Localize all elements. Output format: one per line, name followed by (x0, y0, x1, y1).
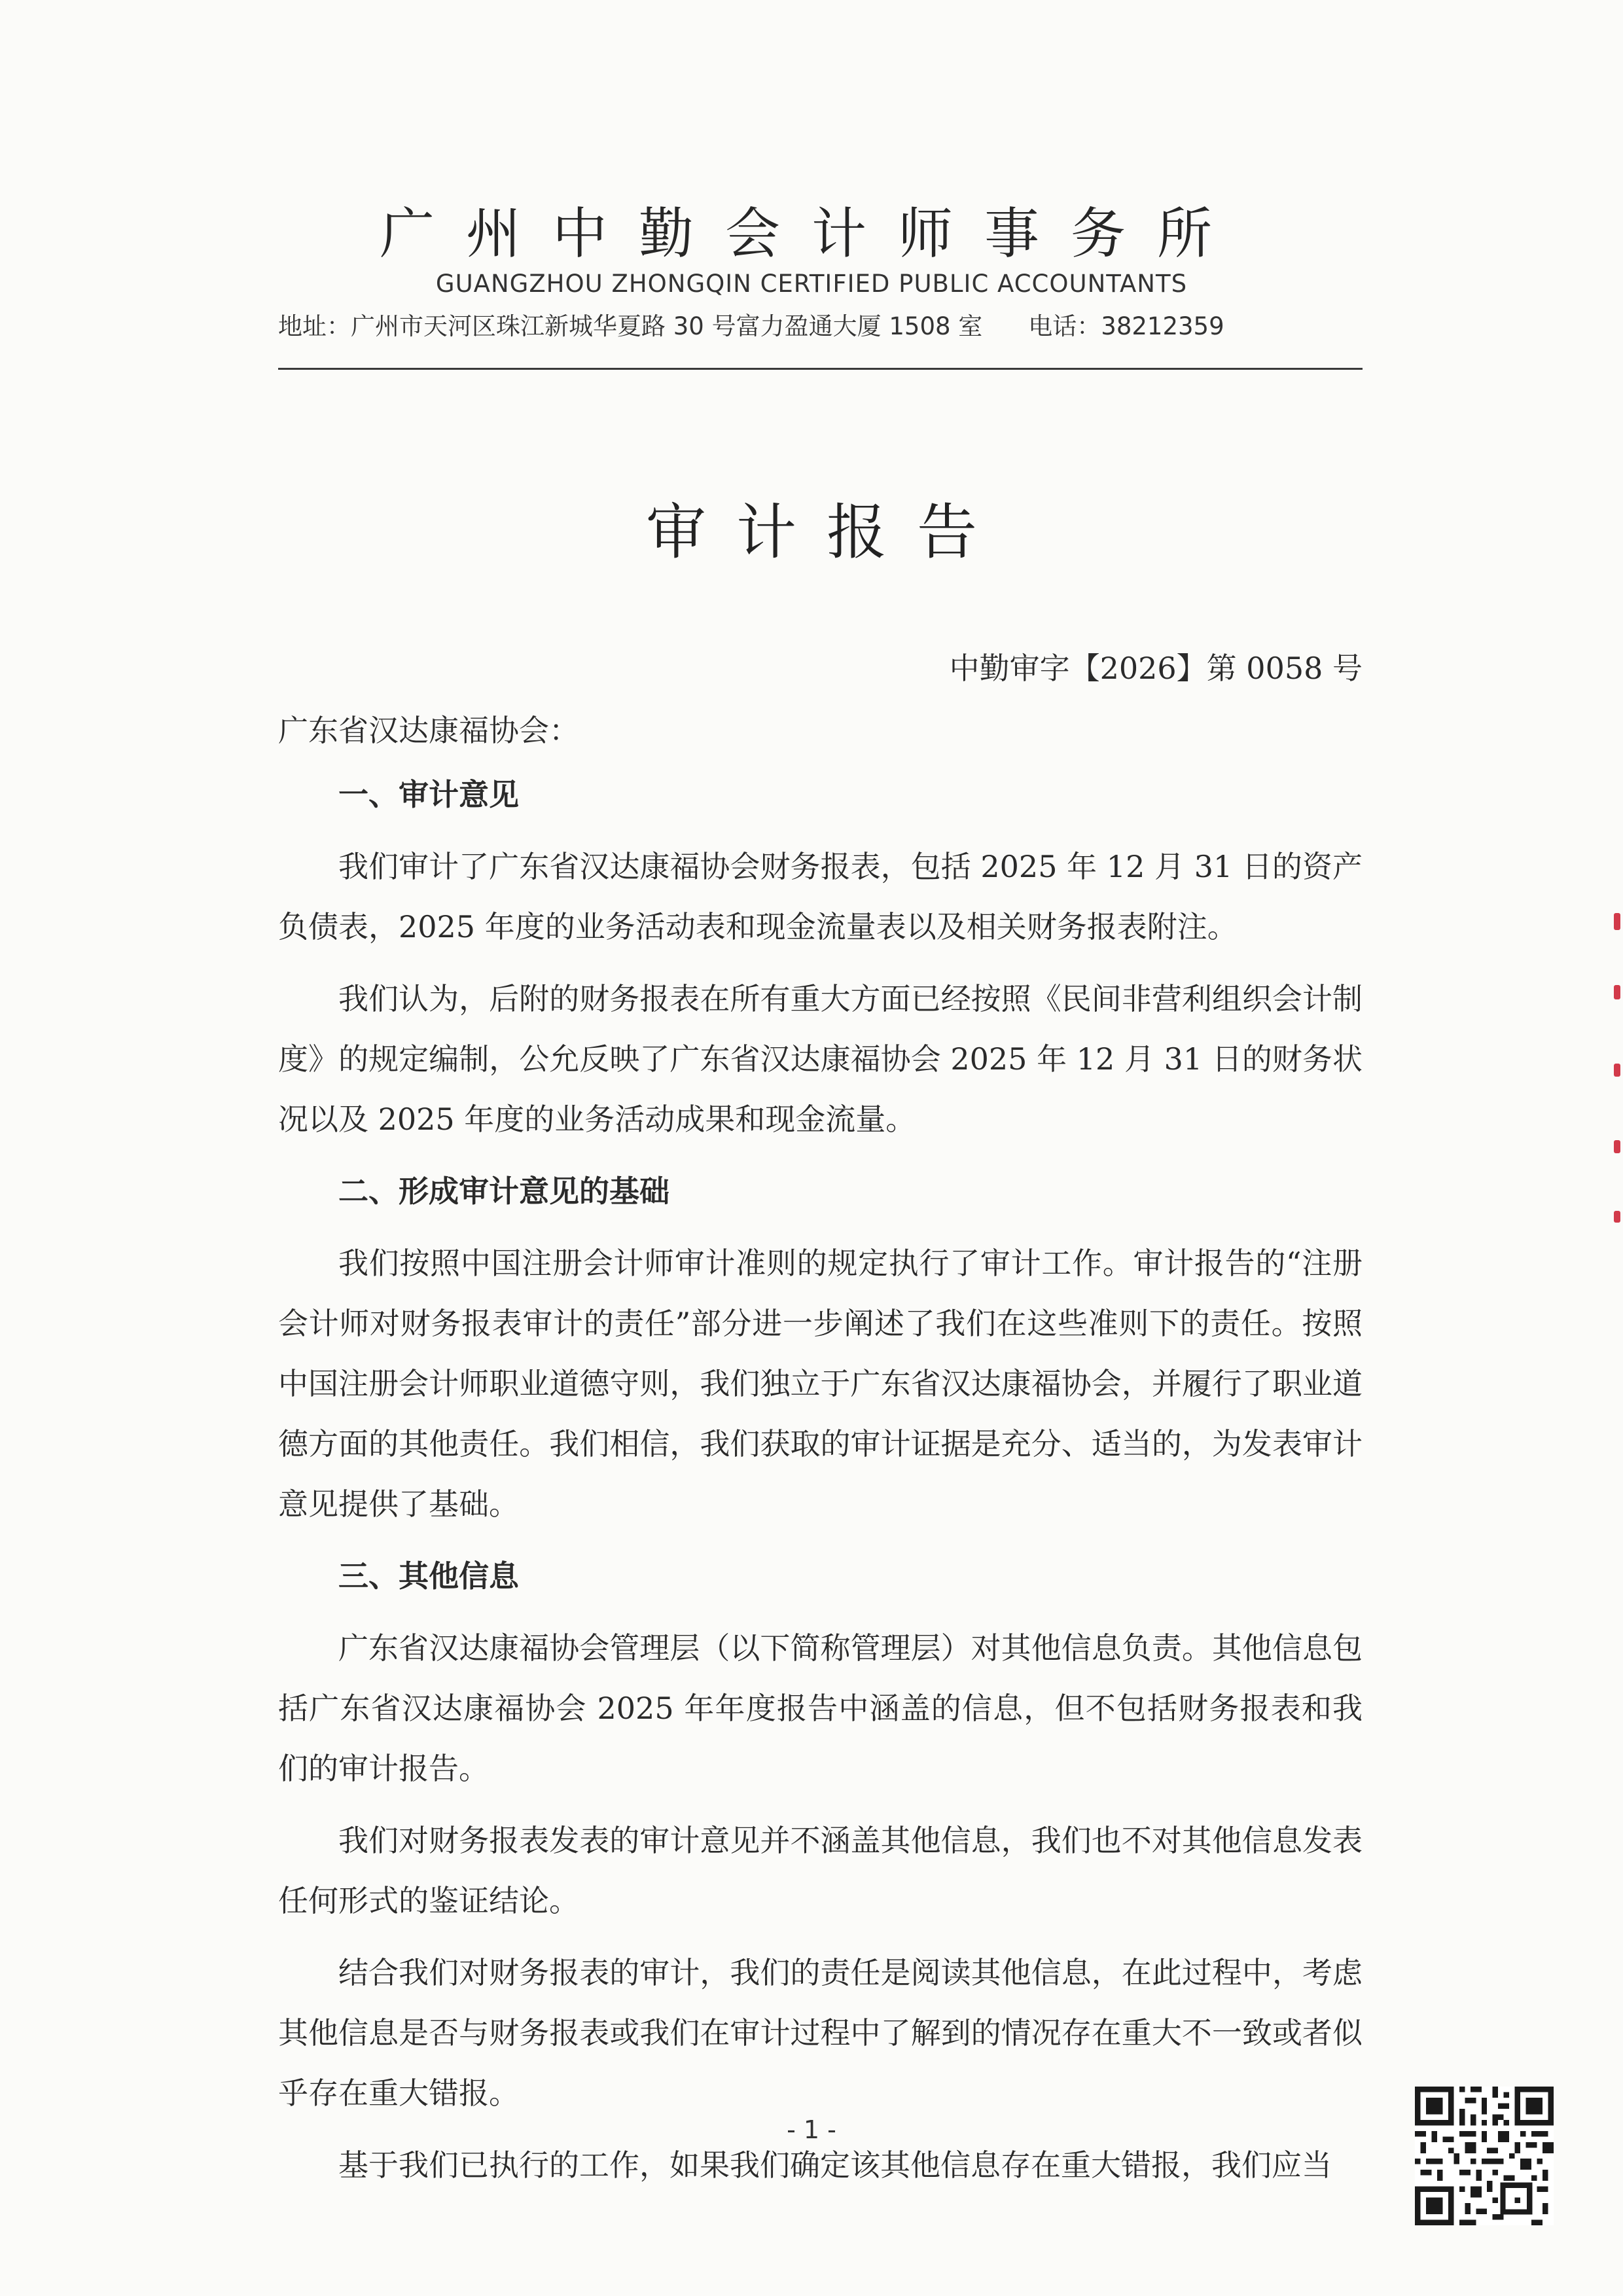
scan-mark (1614, 1211, 1620, 1223)
firm-name-english: GUANGZHOU ZHONGQIN CERTIFIED PUBLIC ACCOUNTANTS (435, 270, 1188, 298)
firm-contact (278, 306, 1224, 342)
paragraph: 结合我们对财务报表的审计，我们的责任是阅读其他信息，在此过程中，考虑其他信息是否与财务报表或我们在审计过程中了解到的情况存在重大不一致或者似乎存在重大错报。 (278, 1955, 1363, 2111)
paragraph: 基于我们已执行的工作，如果我们确定该其他信息存在重大错报，我们应当 (338, 2147, 1332, 2183)
reference-number: 中勤审字【2026】第 0058 号 (949, 651, 1363, 686)
paragraph: 我们审计了广东省汉达康福协会财务报表，包括 2025 年 12 月 31 日的资产负债表，2025 年度的业务活动表和现金流量表以及相关财务报表附注。 (278, 849, 1363, 944)
scan-mark (1614, 1064, 1620, 1077)
firm-name: 广州中勤会计师事务所 (379, 202, 1243, 266)
section-heading-opinion: 一、审计意见 (338, 777, 519, 812)
report-title: 审计报告 (645, 497, 1007, 567)
paragraph: 我们认为，后附的财务报表在所有重大方面已经按照《民间非营利组织会计制度》的规定编制，公允反映了广东省汉达康福协会 2025 年 12 月 31 日的财务状况以及 2025 年度的业务活动成果和现金流量。 (278, 981, 1363, 1137)
firm-address: 地址：广州市天河区珠江新城华夏路 30 号富力盈通大厦 1508 室 (278, 312, 983, 340)
qr-code-icon (1415, 2087, 1554, 2225)
paragraph: 广东省汉达康福协会管理层（以下简称管理层）对其他信息负责。其他信息包括广东省汉达康福协会 2025 年年度报告中涵盖的信息，但不包括财务报表和我们的审计报告。 (278, 1630, 1363, 1786)
paragraph: 我们对财务报表发表的审计意见并不涵盖其他信息，我们也不对其他信息发表任何形式的鉴证结论。 (278, 1823, 1363, 1918)
section-heading-basis: 二、形成审计意见的基础 (338, 1174, 669, 1209)
paragraph: 我们按照中国注册会计师审计准则的规定执行了审计工作。审计报告的“注册会计师对财务报表审计的责任”部分进一步阐述了我们在这些准则下的责任。按照中国注册会计师职业道德守则，我们独立于广东省汉达康福协会，并履行了职业道德方面的其他责任。我们相信，我们获取的审计证据是充分、适当的，为发表审计意见提供了基础。 (278, 1246, 1363, 1522)
section-heading-other-info: 三、其他信息 (338, 1558, 519, 1594)
firm-phone: 电话：38212359 (1028, 312, 1224, 340)
page-number: - 1 - (787, 2115, 836, 2144)
scan-mark (1614, 985, 1620, 999)
report-body (278, 764, 1363, 2207)
addressee: 广东省汉达康福协会： (278, 713, 579, 748)
scan-mark (1614, 1140, 1620, 1153)
letterhead-divider (278, 368, 1363, 370)
scan-mark (1614, 913, 1620, 930)
